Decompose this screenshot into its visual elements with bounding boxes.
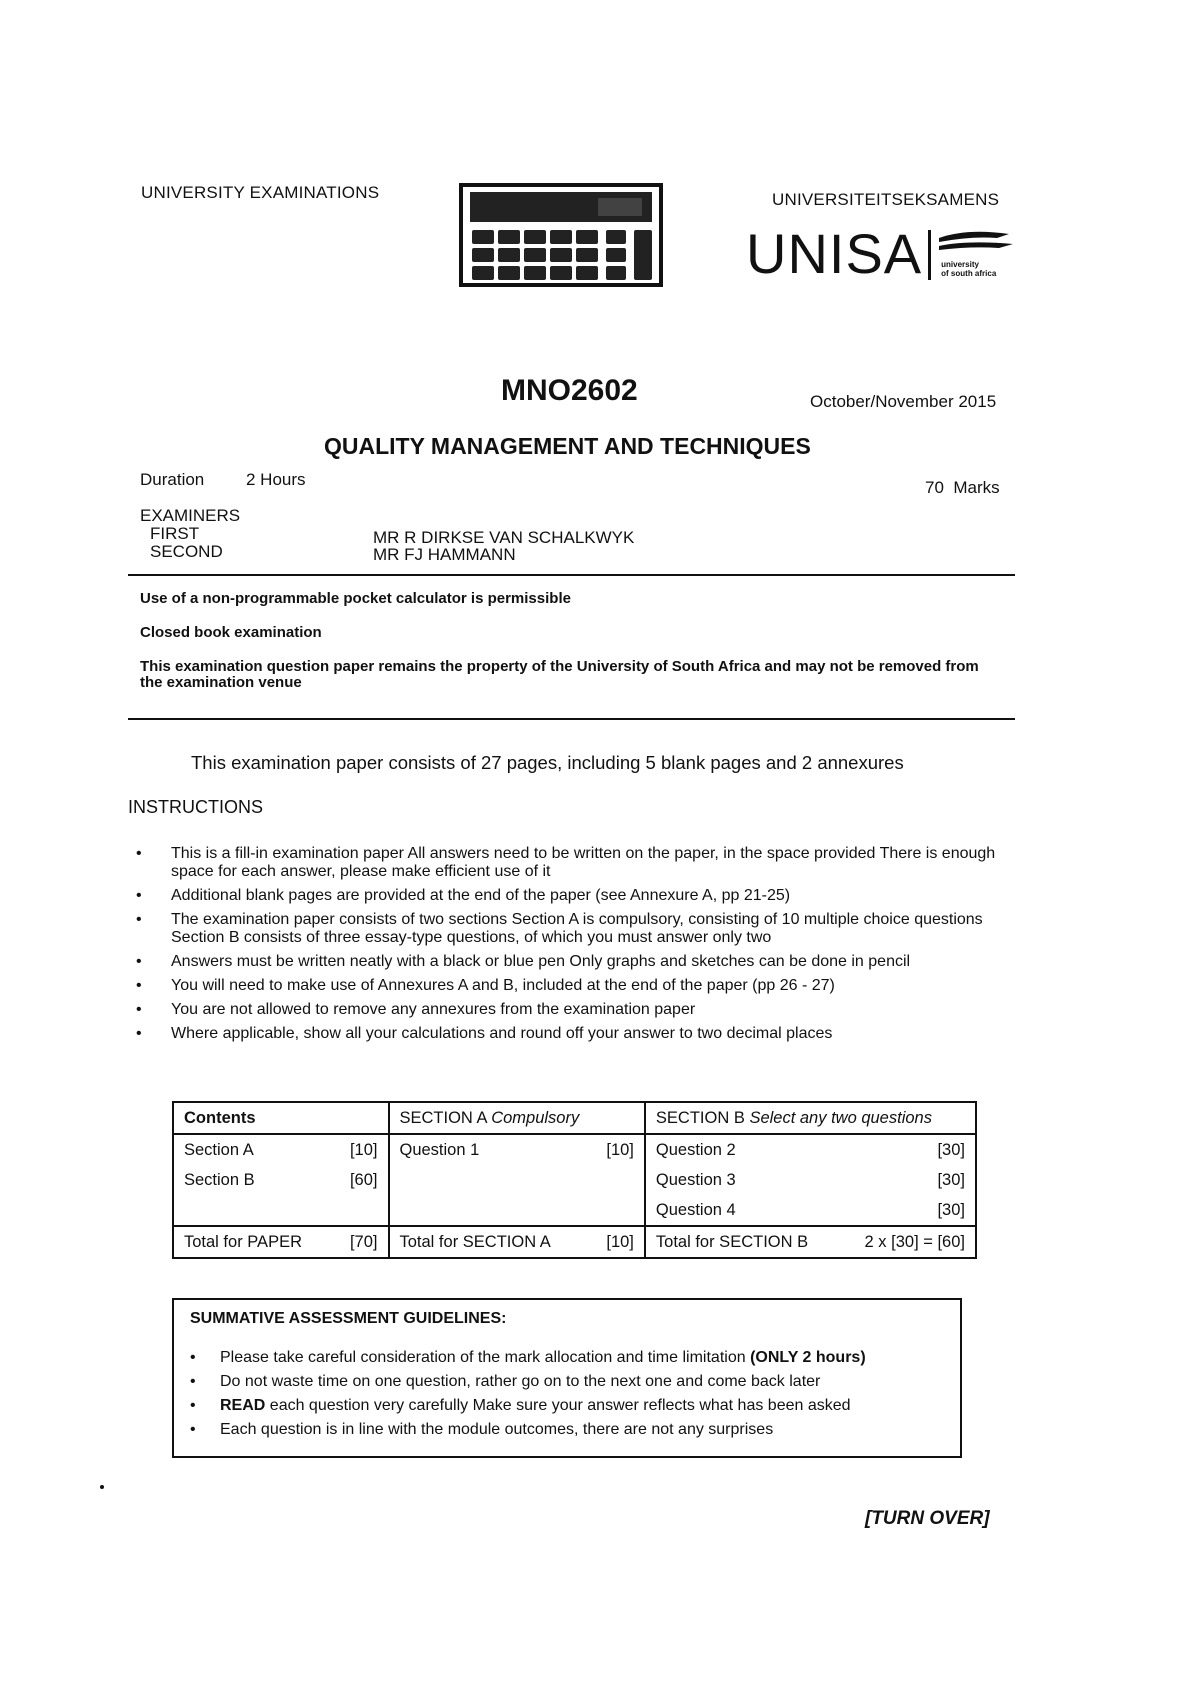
cell-value: [10] [349,1140,378,1159]
examiner-first-label: FIRST [150,524,200,543]
examiner-second-name: MR FJ HAMMANN [373,545,516,564]
cell-value: [10] [606,1140,634,1159]
instruction-text: Where applicable, show all your calculations and round off your answer to two decimal places [171,1025,833,1042]
cell-value: [30] [937,1200,965,1219]
cell-value: [30] [937,1170,965,1189]
cell-value: [30] [937,1140,965,1159]
contents-table [172,1101,977,1259]
contents-header: Contents [173,1102,389,1134]
table-cell [645,1165,976,1195]
header-left: UNIVERSITY EXAMINATIONS [141,183,380,202]
table-cell [173,1134,389,1165]
bullet-icon: • [136,845,142,862]
summative-box [172,1298,962,1458]
table-cell [173,1165,389,1195]
table-cell [389,1165,645,1195]
cell-value: [70] [349,1232,378,1251]
list-item [128,977,1016,995]
section-a-header-note: Compulsory [491,1108,580,1127]
summative-emphasis: (ONLY 2 hours) [750,1349,866,1366]
logo-small-line1: university [941,260,979,269]
table-cell [645,1134,976,1165]
table-row [173,1134,976,1165]
cell-label: Question 1 [399,1140,480,1159]
summative-text: Each question is in line with the module outcomes, there are not any surprises [220,1421,774,1438]
table-cell [389,1195,645,1226]
instructions-title: INSTRUCTIONS [128,797,263,817]
cell-label: Question 3 [655,1170,736,1189]
cell-label: Total for PAPER [184,1232,302,1251]
section-a-header-label: SECTION A [399,1108,487,1127]
table-row-total [173,1226,976,1258]
turn-over: [TURN OVER] [865,1508,990,1529]
total-marks: 70 Marks [925,478,1000,497]
cell-value: [60] [349,1170,378,1189]
instructions-list [128,845,1016,1049]
cell-label: Section A [184,1140,254,1159]
list-item [128,1025,1016,1043]
list-item [188,1421,866,1439]
calculator-icon [458,182,664,288]
list-item [188,1373,866,1391]
paper-consists: This examination paper consists of 27 pages, including 5 blank pages and 2 annexures [191,752,904,773]
cell-value: [10] [606,1232,634,1251]
list-item [188,1349,866,1367]
list-item [128,911,1016,947]
summative-list [188,1349,866,1445]
section-b-header-label: SECTION B [655,1108,745,1127]
bullet-icon: • [190,1421,196,1438]
exam-subject: QUALITY MANAGEMENT AND TECHNIQUES [324,433,811,459]
bullet-icon: • [136,887,142,904]
summative-emphasis: READ [220,1397,266,1414]
divider-top [128,574,1015,576]
bullet-icon: • [190,1373,196,1390]
list-item [188,1397,866,1415]
instruction-text: You will need to make use of Annexures A and B, included at the end of the paper (pp 26 - 27) [171,977,835,994]
header-right: UNIVERSITEITSEKSAMENS [772,190,1000,209]
cell-label: Total for SECTION A [399,1232,551,1251]
list-item [128,845,1016,881]
bullet-icon: • [136,953,142,970]
section-b-header [645,1102,976,1134]
list-item [128,887,1016,905]
section-b-header-note: Select any two questions [749,1108,932,1127]
bullet-icon: • [136,1001,142,1018]
table-row [173,1195,976,1226]
table-row [173,1102,976,1134]
logo-small-line2: of south africa [941,269,997,278]
summative-text: Do not waste time on one question, rather go on to the next one and come back later [220,1373,821,1390]
instruction-text: The examination paper consists of two sections Section A is compulsory, consisting of 10 multiple choice questions Section B consists of three essay-type questions, of which you must answer only two [171,911,983,946]
note-closed-book: Closed book examination [140,624,322,641]
bullet-icon: • [190,1349,196,1366]
examiner-second-label: SECOND [150,542,223,561]
cell-label: Section B [184,1170,255,1189]
note-property: This examination question paper remains the property of the University of South Africa and may not be removed from the examination venue [140,658,979,691]
cell-value: 2 x [30] = [60] [864,1232,965,1251]
duration-label: Duration [140,470,205,489]
instruction-text: Additional blank pages are provided at the end of the paper (see Annexure A, pp 21-25) [171,887,791,904]
unisa-emblem [937,230,1015,282]
bullet-icon: • [136,1025,142,1042]
table-cell [173,1195,389,1226]
table-row [173,1165,976,1195]
examiners-label: EXAMINERS [140,506,241,525]
table-cell [645,1226,976,1258]
summative-title: SUMMATIVE ASSESSMENT GUIDELINES: [190,1310,507,1327]
summative-text: Please take careful consideration of the mark allocation and time limitation [220,1349,751,1366]
examiner-first-name: MR R DIRKSE VAN SCHALKWYK [373,528,635,547]
table-cell [173,1226,389,1258]
stray-dot [100,1485,104,1489]
exam-code: MNO2602 [501,374,638,407]
table-cell [389,1226,645,1258]
list-item [128,953,1016,971]
cell-label: Question 2 [655,1140,736,1159]
exam-date: October/November 2015 [810,392,997,411]
cell-label: Question 4 [655,1200,736,1219]
instruction-text: Answers must be written neatly with a black or blue pen Only graphs and sketches can be done in pencil [171,953,911,970]
cell-label: Total for SECTION B [655,1232,809,1251]
table-cell [645,1195,976,1226]
divider-bottom [128,718,1015,720]
duration-value: 2 Hours [246,470,306,489]
bullet-icon: • [136,977,142,994]
bullet-icon: • [190,1397,196,1414]
note-calculator: Use of a non-programmable pocket calculator is permissible [140,590,571,607]
instruction-text: This is a fill-in examination paper All answers need to be written on the paper, in the space provided There is enough space for each answer, please make efficient use of it [171,845,996,880]
bullet-icon: • [136,911,142,928]
summative-text: each question very carefully Make sure your answer reflects what has been asked [265,1397,851,1414]
section-a-header [389,1102,645,1134]
table-cell [389,1134,645,1165]
unisa-logo [746,212,1015,285]
instruction-text: You are not allowed to remove any annexures from the examination paper [171,1001,696,1018]
unisa-logo-text: UNISA [746,222,923,285]
list-item [128,1001,1016,1019]
